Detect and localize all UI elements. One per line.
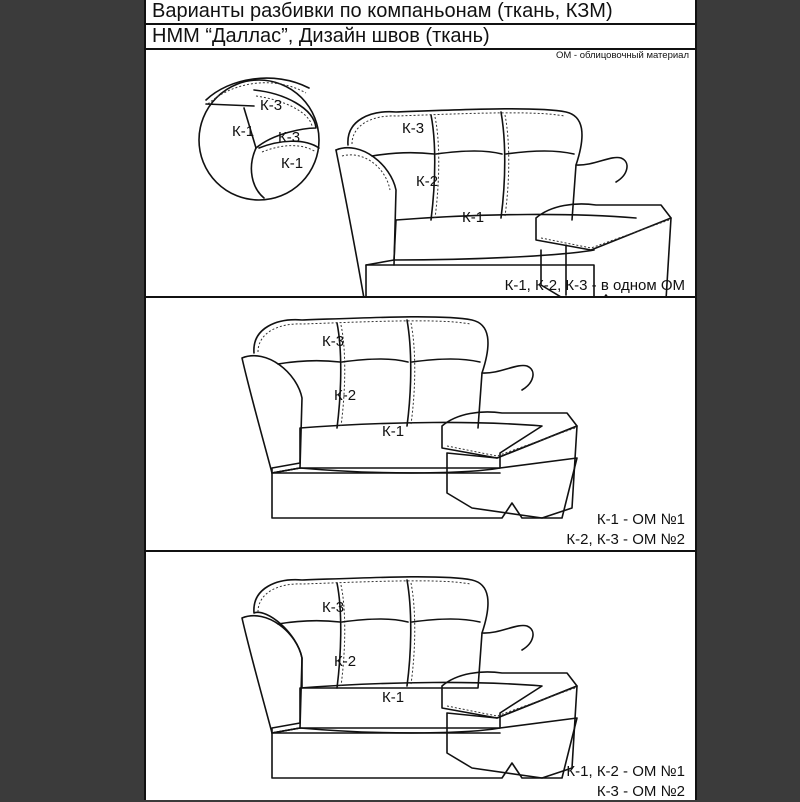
corner-sofa	[336, 109, 671, 298]
seam-zoom-circle	[199, 78, 319, 200]
label-k1: К-1	[382, 423, 405, 440]
label-k3: К-3	[322, 333, 345, 350]
label-k3: К-3	[402, 120, 425, 137]
sofa-drawing-1	[144, 48, 697, 298]
label-k1: К-1	[462, 209, 485, 226]
caption-line: К-1, К-2, К-3 - в одном ОМ	[504, 277, 685, 294]
corner-sofa	[242, 317, 577, 518]
material-note: ОМ - облицовочный материал	[555, 50, 689, 61]
title-line-2: НММ “Даллас”, Дизайн швов (ткань)	[152, 25, 490, 47]
corner-sofa	[242, 577, 577, 778]
caption-variant-1	[505, 276, 685, 296]
label-k2: К-2	[416, 173, 439, 190]
label-k2: К-2	[334, 387, 357, 404]
document-sheet	[144, 0, 697, 800]
label-k2: К-2	[334, 653, 357, 670]
caption-line: К-1 - ОМ №1	[596, 511, 685, 528]
caption-line: К-3 - ОМ №2	[596, 783, 685, 800]
zoom-label-k1-bottom: К-1	[281, 155, 304, 172]
label-k3: К-3	[322, 599, 345, 616]
zoom-label-k3-top: К-3	[260, 97, 283, 114]
caption-variant-2	[566, 510, 685, 550]
title-line-1: Варианты разбивки по компаньонам (ткань, КЗМ)	[152, 0, 613, 22]
caption-line: К-1, К-2 - ОМ №1	[566, 763, 685, 780]
zoom-label-k3-mid: К-3	[278, 129, 301, 146]
caption-variant-3	[566, 762, 685, 802]
zoom-label-k1-left: К-1	[232, 123, 255, 140]
caption-line: К-2, К-3 - ОМ №2	[566, 531, 685, 548]
label-k1: К-1	[382, 689, 405, 706]
